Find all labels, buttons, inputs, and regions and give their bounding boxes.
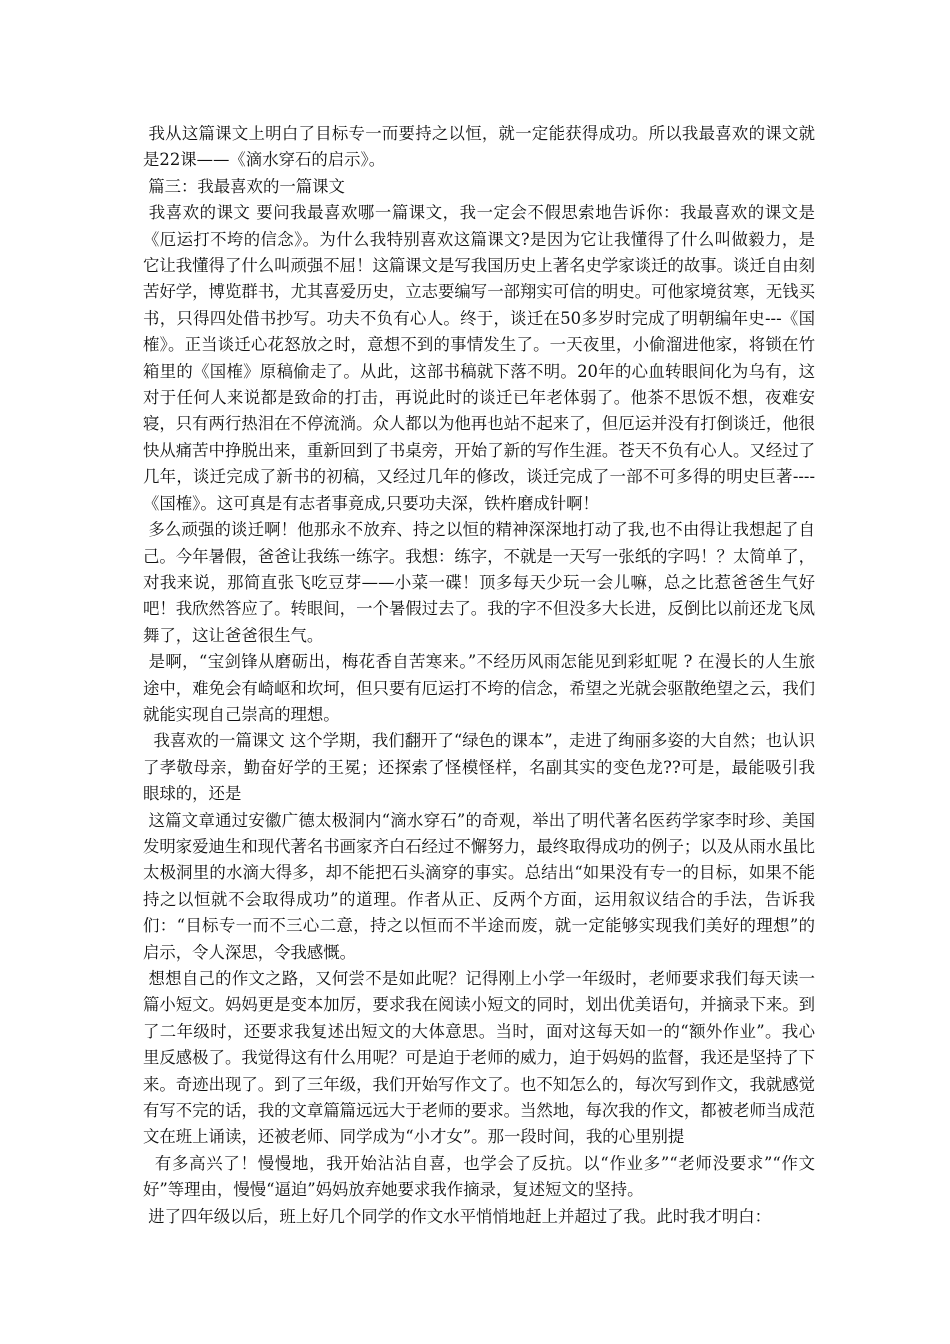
paragraph-tanqian-story: 我喜欢的课文 要问我最喜欢哪一篇课文，我一定会不假思索地告诉你：我最喜欢的课文是《厄运打不垮的信念》。为什么我特别喜欢这篇课文?是因为它让我懂得了什么叫做毅力，是它让我懂得了什么叫顽强不屈！这篇课文是写我国历史上著名史学家谈迁的故事。谈迁自由刻苦好学，博览群书，尤其喜爱历史，立志要编写一部翔实可信的明史。可他家境贫寒，无钱买书，只得四处借书抄写。功夫不负有心人。终于，谈迁在50多岁时完成了明朝编年史---《国榷》。正当谈迁心花怒放之时，意想不到的事情发生了。一天夜里，小偷溜进他家，将锁在竹箱里的《国榷》原稿偷走了。从此，这部书稿就下落不明。20年的心血转眼间化为乌有，这对于任何人来说都是致命的打击，再说此时的谈迁已年老体弱了。他茶不思饭不想，夜难安寝，只有两行热泪在不停流淌。众人都以为他再也站不起来了，但厄运并没有打倒谈迁，他很快从痛苦中挣脱出来，重新回到了书桌旁，开始了新的写作生涯。苍天不负有心人。又经过了几年，谈迁完成了新书的初稿，又经过几年的修改，谈迁完成了一部不可多得的明史巨著----《国榷》。这可真是有志者事竟成,只要功夫深，铁杵磨成针啊！ bbox=[143, 203, 816, 513]
paragraph-intro-conclusion: 我从这篇课文上明白了目标专一而要持之以恒，就一定能获得成功。所以我最喜欢的课文就是22课——《滴水穿石的启示》。 bbox=[143, 124, 815, 170]
paragraph-grade-four: 进了四年级以后，班上好几个同学的作文水平悄悄地赶上并超过了我。此时我才明白： bbox=[143, 1206, 772, 1226]
section-heading: 篇三：我最喜欢的一篇课文 bbox=[143, 176, 345, 196]
paragraph-reflection-calligraphy: 多么顽强的谈迁啊！他那永不放弃、持之以恒的精神深深地打动了我,也不由得让我想起了自己。今年暑假，爸爸让我练一练字。我想：练字，不就是一天写一张纸的字吗！？太简单了，对我来说，那简直张飞吃豆芽——小菜一碟！顶多每天少玩一会儿嘛，总之比惹爸爸生气好吧！我欣然答应了。转眼间，一个暑假过去了。我的字不但没多大长进，反倒比以前还龙飞凤舞了，这让爸爸很生气。 bbox=[143, 520, 816, 645]
paragraph-pride: 有多高兴了！慢慢地，我开始沾沾自喜，也学会了反抗。以“作业多”“老师没要求”“作文好”等理由，慢慢“逼迫”妈妈放弃她要求我作摘录，复述短文的坚持。 bbox=[143, 1153, 815, 1200]
paragraph-proverb: 是啊，“宝剑锋从磨砺出，梅花香自苦寒来。”不经历风雨怎能见到彩虹呢 ? 在漫长的人生旅途中，难免会有崎岖和坎坷，但只要有厄运打不垮的信念，希望之光就会驱散绝望之云，我们就能实现自己崇高的理想。 bbox=[143, 652, 816, 724]
paragraph-favorite-lesson: 我喜欢的一篇课文 这个学期，我们翻开了“绿色的课本”，走进了绚丽多姿的大自然；也认识了孝敬母亲，勤奋好学的王冕；还探索了怪模怪样，名副其实的变色龙??可是，最能吸引我眼球的，还是 bbox=[143, 731, 816, 804]
paragraph-dripping-water: 这篇文章通过安徽广德太极洞内“滴水穿石”的奇观，举出了明代著名医药学家李时珍、美国发明家爱迪生和现代著名书画家齐白石经过不懈努力，最终取得成功的例子；以及从雨水虽比太极洞里的水滴大得多，却不能把石头滴穿的事实。总结出“如果没有专一的目标，如果不能持之以恒就不会取得成功”的道理。作者从正、反两个方面，运用叙议结合的手法，告诉我们：“目标专一而不三心二意，持之以恒而不半途而废，就一定能够实现我们美好的理想”的启示，令人深思，令我感慨。 bbox=[143, 810, 816, 962]
paragraph-writing-journey: 想想自己的作文之路，又何尝不是如此呢？记得刚上小学一年级时，老师要求我们每天读一篇小短文。妈妈更是变本加厉，要求我在阅读小短文的同时，划出优美语句，并摘录下来。到了二年级时，还要求我复述出短文的大体意思。当时，面对这每天如一的“额外作业”。我心里反感极了。我觉得这有什么用呢？可是迫于老师的威力，迫于妈妈的监督，我还是坚持了下来。奇迹出现了。到了三年级，我们开始写作文了。也不知怎么的，每次写到作文，我就感觉有写不完的话，我的文章篇篇远远大于老师的要求。当然地，每次我的作文，都被老师当成范文在班上诵读，还被老师、同学成为“小才女”。那一段时间，我的心里别提 bbox=[143, 969, 816, 1147]
document-page bbox=[143, 121, 815, 1230]
